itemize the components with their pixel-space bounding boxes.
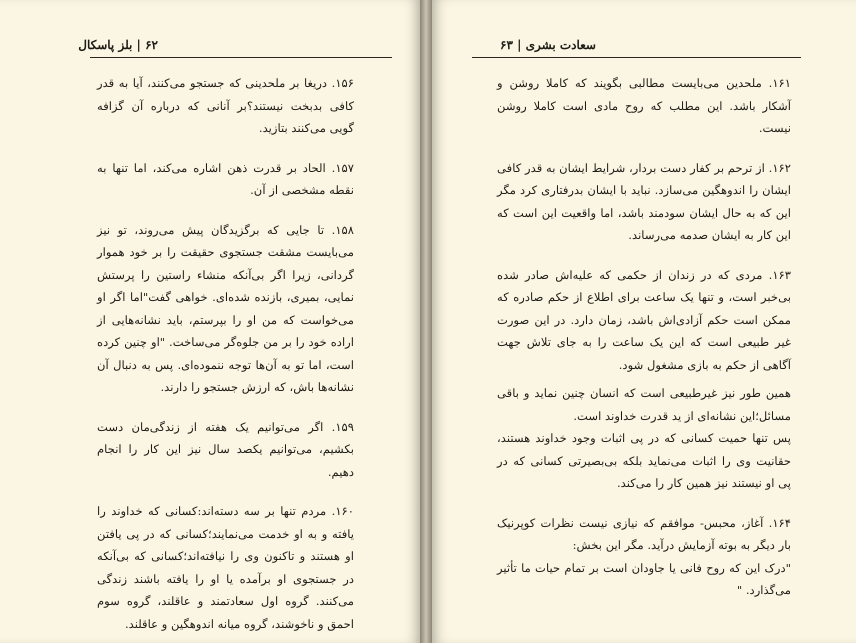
right-header-rule bbox=[472, 57, 801, 58]
paragraph-157: ۱۵۷. الحاد بر قدرت ذهن اشاره می‌کند، اما تنها به نقطه مشخصی از آن. bbox=[97, 160, 354, 197]
book-gutter bbox=[420, 0, 432, 643]
left-page-header: ۶۲ | بلز پاسکال bbox=[78, 38, 158, 52]
left-header-rule bbox=[90, 57, 392, 58]
left-page-content bbox=[97, 72, 354, 635]
paragraph-156: ۱۵۶. دریغا بر ملحدینی که جستجو می‌کنند، آیا به قدر کافی بدبخت نیستند؟بر آنانی که درباره آن گزافه گویی می‌کنند بتازید. bbox=[97, 76, 354, 135]
paragraph-161: ۱۶۱. ملحدین می‌بایست مطالبی بگویند که کاملا روشن و آشکار باشد. این مطلب که روح مادی است کاملا روشن نیست. bbox=[497, 76, 791, 135]
paragraph-160: ۱۶۰. مردم تنها بر سه دسته‌اند:کسانی که خداوند را یافته و به او خدمت می‌نمایند؛کسانی که در پی یافتن او هستند و تاکنون وی را نیافته‌اند؛کسانی که بی‌آنکه در جستجوی او برآمده یا او را یافته باشند زندگی می‌کنند. گروه اول سعادتمند و عاقلند، گروه سوم احمق و ناخوشند، گروه میانه اندوهگین و عاقلند. bbox=[97, 504, 354, 631]
right-page-header: سعادت بشری | ۶۳ bbox=[500, 38, 596, 52]
left-page bbox=[0, 0, 420, 643]
paragraph-163: ۱۶۳. مردی که در زندان از حکمی که علیه‌اش صادر شده بی‌خبر است، و تنها یک ساعت برای اطلاع از حکم صادره که ممکن است حکم آزادی‌اش باشد، زمان دارد. در این صورت غیر طبیعی است که این یک ساعت را به جای تلاش جهت آگاهی از حکم به بازی مشغول شود. bbox=[497, 267, 791, 372]
right-page bbox=[432, 0, 856, 643]
paragraph-162: ۱۶۲. از ترحم بر کفار دست بردار، شرایط ایشان به قدر کافی ایشان را اندوهگین می‌سازد. نباید با ایشان بدرفتاری کرد مگر این که به حال ایشان سودمند باشد، اما واقعیت این است که این کار به ایشان صدمه می‌رساند. bbox=[497, 160, 791, 242]
paragraph-164: ۱۶۴. آغاز، محبس- موافقم که نیازی نیست نظرات کوپرنیک بار دیگر به بوته آزمایش درآید. مگر این بخش: bbox=[497, 515, 791, 552]
paragraph-159: ۱۵۹. اگر می‌توانیم یک هفته از زندگی‌مان دست بکشیم، می‌توانیم یکصد سال نیز این کار را انجام دهیم. bbox=[97, 419, 354, 479]
paragraph-163-continued: همین طور نیز غیرطبیعی است که انسان چنین نماید و باقی مسائل؛این نشانه‌ای از ید قدرت خداوند است. bbox=[497, 386, 791, 423]
paragraph-158: ۱۵۸. تا جایی که برگزیدگان پیش می‌روند، تو نیز می‌بایست مشقت جستجوی حقیقت را بر خود هموار گردانی، زیرا اگر بی‌آنکه منشاء راستین را پرستش نمایی، بمیری، بازنده شده‌ای. خواهی گفت"اما اگر او می‌خواست که من او را بپرستم، باید نشانه‌هایی از اراده خود را بر من جلوه‌گر می‌ساخت. "او چنین کرده است، اما تو به آن‌ها توجه ننموده‌ای. پس به دنبال آن نشانه‌ها باش، که ارزش جستجو را دارند. bbox=[97, 222, 354, 394]
paragraph-164-quote: "درک این که روح فانی یا جاودان است بر تمام حیات ما تأثیر می‌گذارد. " bbox=[497, 560, 791, 597]
right-page-content bbox=[497, 72, 791, 602]
paragraph-163-conclusion: پس تنها حمیت کسانی که در پی اثبات وجود خداوند هستند، حقانیت وی را اثبات می‌نماید بلکه بی‌بصیرتی کسانی که در پی او نیستند نیز همین کار را می‌کند. bbox=[497, 431, 791, 490]
